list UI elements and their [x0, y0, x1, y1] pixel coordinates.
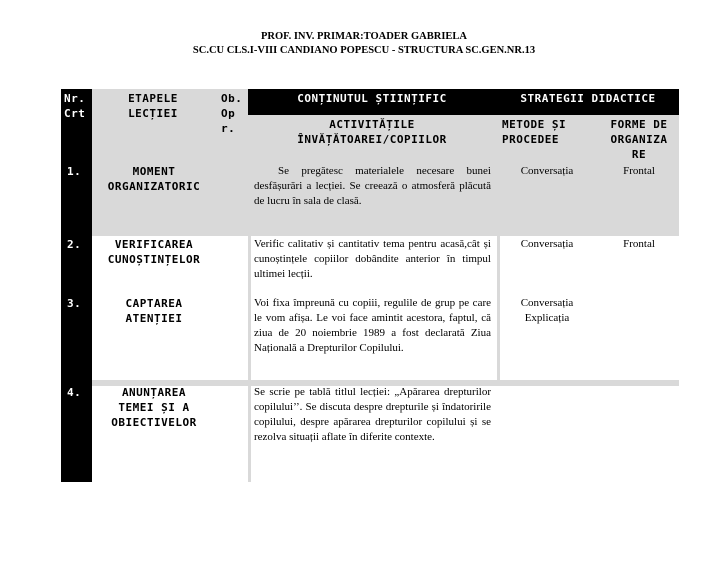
row-2-metode: Conversația	[520, 238, 574, 250]
row-3-metode: Conversația Explicația	[520, 297, 574, 324]
row-3-etapa: CAPTAREA ATENȚIEI	[125, 297, 183, 325]
row-1-forme: Frontal	[623, 165, 655, 177]
header-etapele: ETAPELE LECȚIEI	[128, 92, 178, 120]
header-forme: FORME DE ORGANIZA RE	[610, 118, 668, 161]
header-activitati: ACTIVITĂȚILE ÎNVĂȚĂTOAREI/COPIILOR	[297, 118, 447, 146]
row-4-continut: Se scrie pe tablă titlul lecției: „Apărarea drepturilor copilului’’. Se discuta despre drepturile și îndatoririle copilului, despre apărarea drepturilor copilului și se rezolva situații aflate în diferite contexte.	[254, 386, 491, 443]
row-1-etapa: MOMENT ORGANIZATORIC	[107, 165, 201, 193]
row-4-number: 4.	[67, 386, 82, 399]
row-3-number: 3.	[67, 297, 82, 310]
row-2-continut: Verific calitativ și cantitativ tema pentru acasă,cât și cunoștințele copiilor dobândite anterior în timpul ultimei lecții.	[254, 238, 491, 280]
header-continut: CONȚINUTUL ȘTIINȚIFIC	[297, 92, 447, 105]
row-2-etapa: VERIFICAREA CUNOȘTINȚELOR	[107, 238, 201, 266]
row-3-continut: Voi fixa împreună cu copiii, regulile de grup pe care le vom afișa. Le voi face amintit acestora, faptul, că ziua de 20 noiembrie 1989 a fost declarată Ziua Națională a Drepturilor Copilului.	[254, 297, 491, 354]
row-1-metode: Conversația	[520, 165, 574, 177]
teacher-name-line: PROF. INV. PRIMAR:TOADER GABRIELA	[260, 31, 468, 42]
nr-column-background	[61, 89, 92, 482]
header-nr: Nr. Crt	[64, 92, 86, 120]
row-1-number: 1.	[67, 165, 82, 178]
header-strategii: STRATEGII DIDACTICE	[520, 92, 656, 105]
vertical-separator-right	[497, 162, 500, 386]
school-name-line: SC.CU CLS.I-VIII CANDIANO POPESCU - STRUCTURA SC.GEN.NR.13	[192, 45, 536, 56]
row-2-number: 2.	[67, 238, 82, 251]
vertical-separator	[248, 162, 251, 482]
row-4-etapa: ANUNȚAREA TEMEI ȘI A OBIECTIVELOR	[111, 386, 197, 429]
header-ob-op: Ob. Op r.	[221, 92, 243, 135]
row-2-forme: Frontal	[623, 238, 655, 250]
header-metode: METODE ȘI PROCEDEE	[502, 118, 567, 146]
row-1-continut: Se pregătesc materialele necesare bunei desfășurări a lecției. Se creează o atmosferă plăcută de lucru în sala de clasă.	[254, 165, 491, 207]
